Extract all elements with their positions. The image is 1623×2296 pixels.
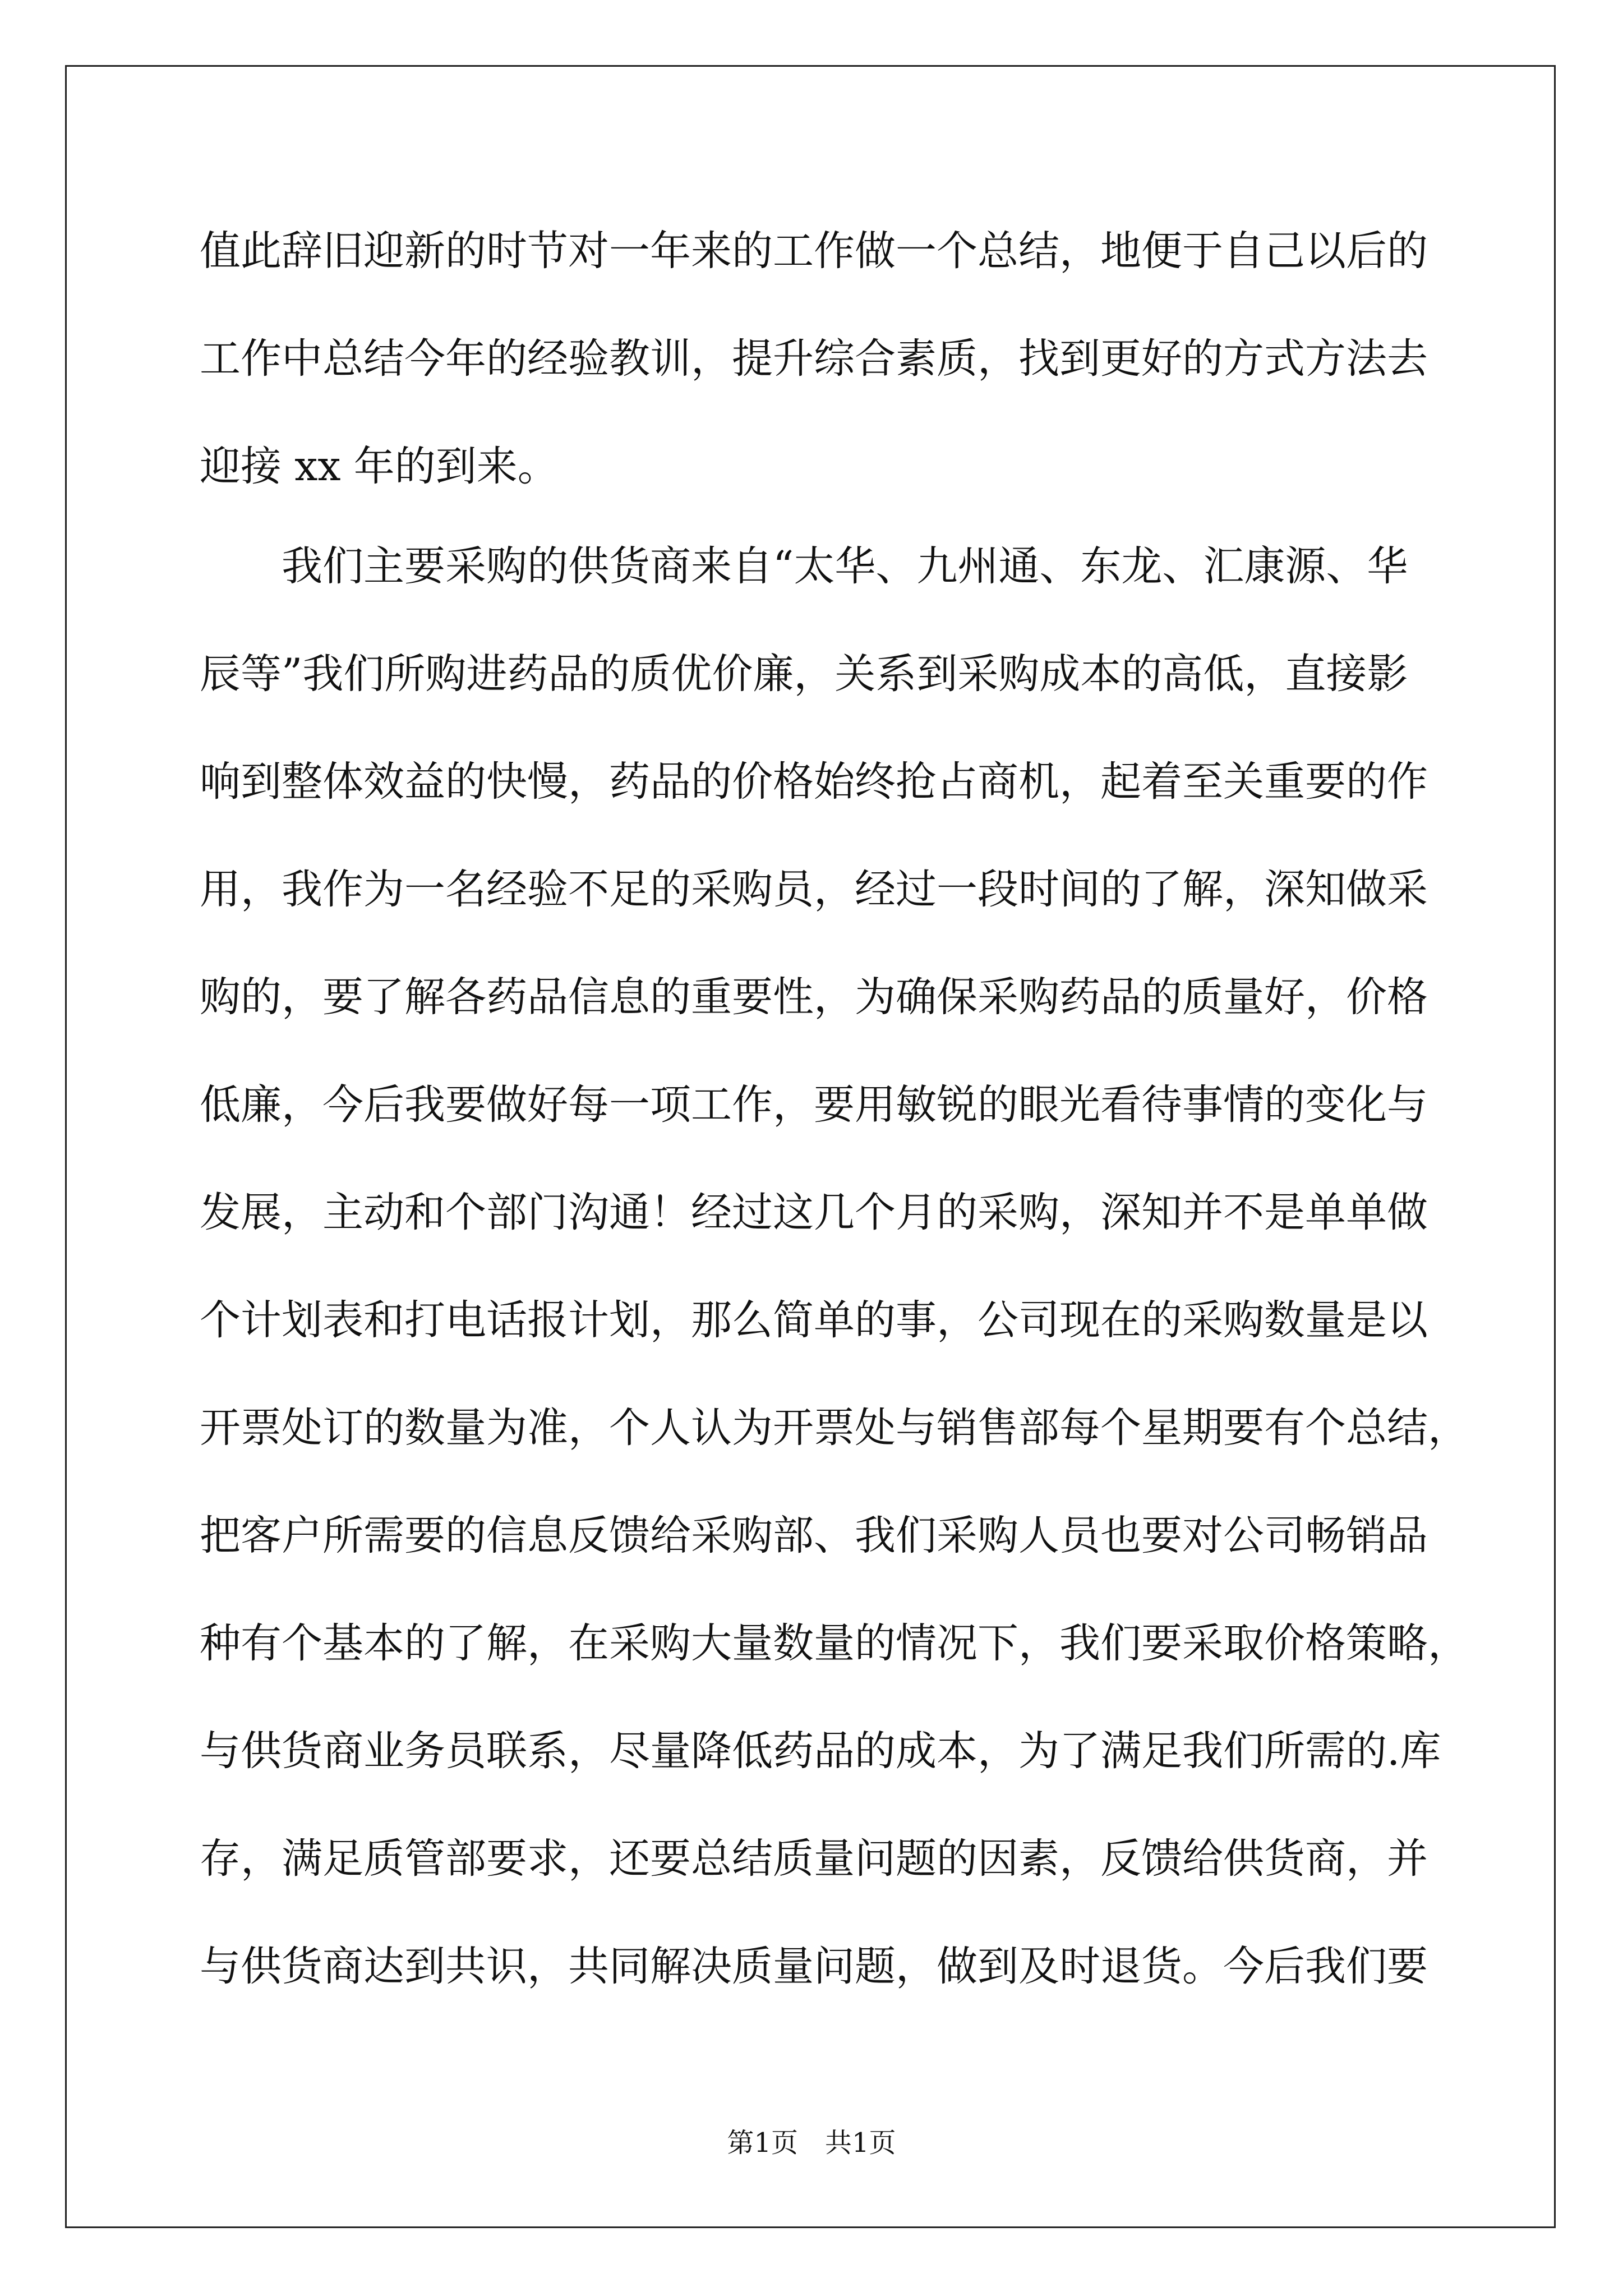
text-line: 与供货商达到共识，共同解决质量问题，做到及时退货。今后我们要 <box>200 1943 1428 1990</box>
text-line: 值此辞旧迎新的时节对一年来的工作做一个总结，地便于自己以后的 <box>200 227 1428 275</box>
text-line: 迎接 xx 年的到来。 <box>200 443 559 490</box>
text-line: 把客户所需要的信息反馈给采购部、我们采购人员也要对公司畅销品 <box>200 1512 1428 1559</box>
text-line: 开票处订的数量为准，个人认为开票处与销售部每个星期要有个总结， <box>200 1404 1469 1452</box>
text-line: 种有个基本的了解，在采购大量数量的情况下，我们要采取价格策略， <box>200 1619 1469 1667</box>
paragraph-2 <box>200 513 1469 2021</box>
text-line: 响到整体效益的快慢，药品的价格始终抢占商机，起着至关重要的作 <box>200 758 1428 806</box>
text-line: 用，我作为一名经验不足的采购员，经过一段时间的了解，深知做采 <box>200 866 1428 913</box>
text-line: 工作中总结今年的经验教训，提升综合素质，找到更好的方式方法去 <box>200 335 1428 383</box>
text-line: 发展，主动和个部门沟通！经过这几个月的采购，深知并不是单单做 <box>200 1189 1428 1236</box>
page-footer: 第1页 共1页 <box>727 2127 896 2159</box>
text-line: 存，满足质管部要求，还要总结质量问题的因素，反馈给供货商，并 <box>200 1835 1428 1883</box>
text-line: 个计划表和打电话报计划，那么简单的事，公司现在的采购数量是以 <box>200 1296 1428 1344</box>
text-line: 购的，要了解各药品信息的重要性，为确保采购药品的质量好，价格 <box>200 973 1428 1021</box>
text-line: 与供货商业务员联系，尽量降低药品的成本，为了满足我们所需的.库 <box>200 1727 1441 1775</box>
text-line: 低廉，今后我要做好每一项工作，要用敏锐的眼光看待事情的变化与 <box>200 1081 1428 1129</box>
paragraph-1 <box>200 197 1433 521</box>
text-line: 辰等”我们所购进药品的质优价廉，关系到采购成本的高低，直接影 <box>200 650 1408 698</box>
text-line: 我们主要采购的供货商来自“太华、九州通、东龙、汇康源、华 <box>200 542 1408 590</box>
